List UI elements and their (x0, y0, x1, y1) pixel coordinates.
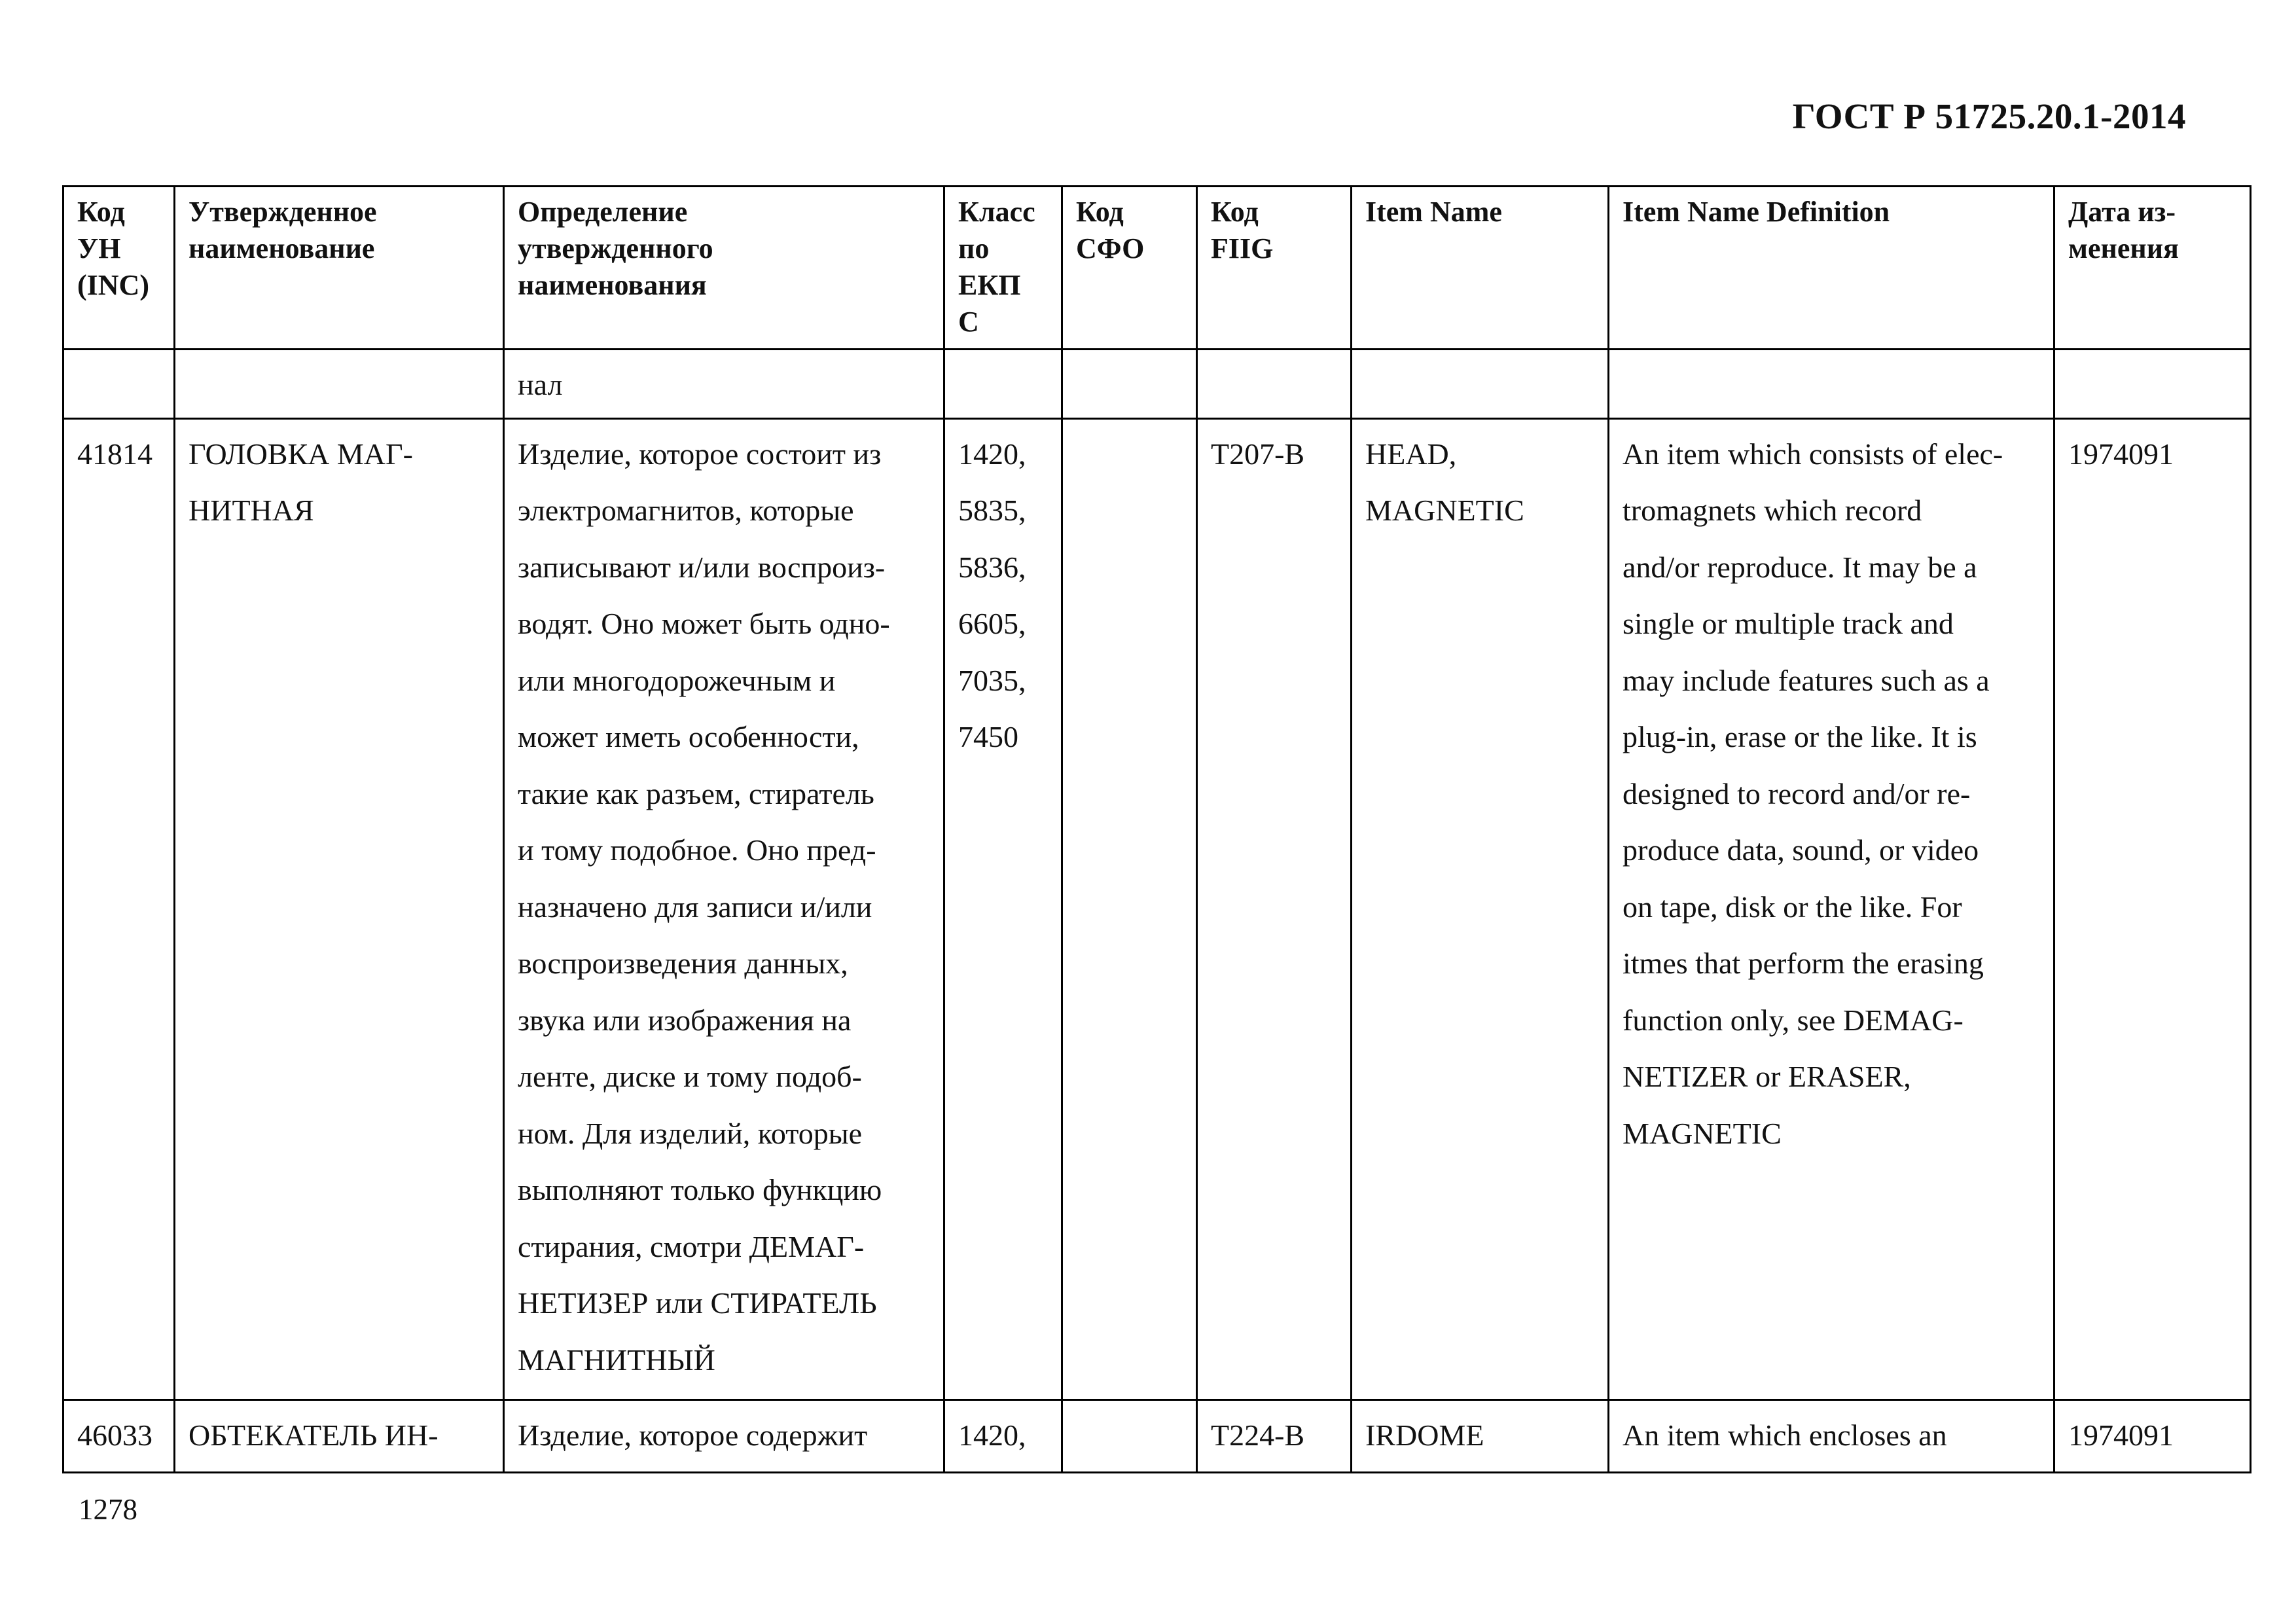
cell-class: 1420, 5835, 5836, 6605, 7035, 7450 (944, 418, 1062, 1399)
cell-item-name (1352, 350, 1609, 419)
cell-code: 41814 (63, 418, 175, 1399)
cell-definition: нал (504, 350, 944, 419)
cell-item-definition: An item which encloses an (1609, 1399, 2054, 1472)
cell-name (175, 350, 504, 419)
cell-sfo (1062, 350, 1197, 419)
cell-code: 46033 (63, 1399, 175, 1472)
cell-definition: Изделие, которое состоит из электромагнитов, которые записывают и/или воспроиз- водят. Оно может быть одно- или многодорожечным и может иметь особенности, такие как разъем, стиратель и тому подобное. Оно пред- назначено для записи и/или воспроизведения данных, звука или изображения на ленте, диске и тому подоб- ном. Для изделий, которые выполняют только функцию стирания, смотри ДЕМАГ- НЕТИЗЕР или СТИРАТЕЛЬ МАГНИТНЫЙ (504, 418, 944, 1399)
cell-date: 1974091 (2054, 1399, 2251, 1472)
cell-name: ГОЛОВКА МАГ- НИТНАЯ (175, 418, 504, 1399)
header-fiig-code: Код FIIG (1197, 187, 1352, 350)
cell-fiig: T224-B (1197, 1399, 1352, 1472)
cell-definition: Изделие, которое содержит (504, 1399, 944, 1472)
header-class: Класс по ЕКП С (944, 187, 1062, 350)
page-number: 1278 (79, 1493, 137, 1526)
table-row (63, 418, 2251, 1399)
header-item-name-definition: Item Name Definition (1609, 187, 2054, 350)
cell-fiig (1197, 350, 1352, 419)
header-inc-code: Код УН (INC) (63, 187, 175, 350)
cell-date (2054, 350, 2251, 419)
cell-sfo (1062, 418, 1197, 1399)
cell-class (944, 350, 1062, 419)
cell-item-definition (1609, 350, 2054, 419)
cell-name: ОБТЕКАТЕЛЬ ИН- (175, 1399, 504, 1472)
header-item-name: Item Name (1352, 187, 1609, 350)
table-row (63, 1399, 2251, 1472)
cell-date: 1974091 (2054, 418, 2251, 1399)
cell-sfo (1062, 1399, 1197, 1472)
header-row (63, 187, 2251, 350)
continuation-row (63, 350, 2251, 419)
cell-fiig: T207-B (1197, 418, 1352, 1399)
cell-class: 1420, (944, 1399, 1062, 1472)
document-title: ГОСТ Р 51725.20.1-2014 (1792, 96, 2186, 136)
cell-code (63, 350, 175, 419)
cell-item-name: HEAD, MAGNETIC (1352, 418, 1609, 1399)
header-name-definition: Определение утвержденного наименования (504, 187, 944, 350)
cell-item-definition: An item which consists of elec- tromagnets which record and/or reproduce. It may be a single or multiple track and may include features such as a plug-in, erase or the like. It is designed to record and/or re- produce data, sound, or video on tape, disk or the like. For itmes that perform the erasing function only, see DEMAG- NETIZER or ERASER, MAGNETIC (1609, 418, 2054, 1399)
nomenclature-table (62, 185, 2251, 1473)
header-approved-name: Утвержденное наименование (175, 187, 504, 350)
cell-item-name: IRDOME (1352, 1399, 1609, 1472)
header-change-date: Дата из- менения (2054, 187, 2251, 350)
header-sfo-code: Код СФО (1062, 187, 1197, 350)
